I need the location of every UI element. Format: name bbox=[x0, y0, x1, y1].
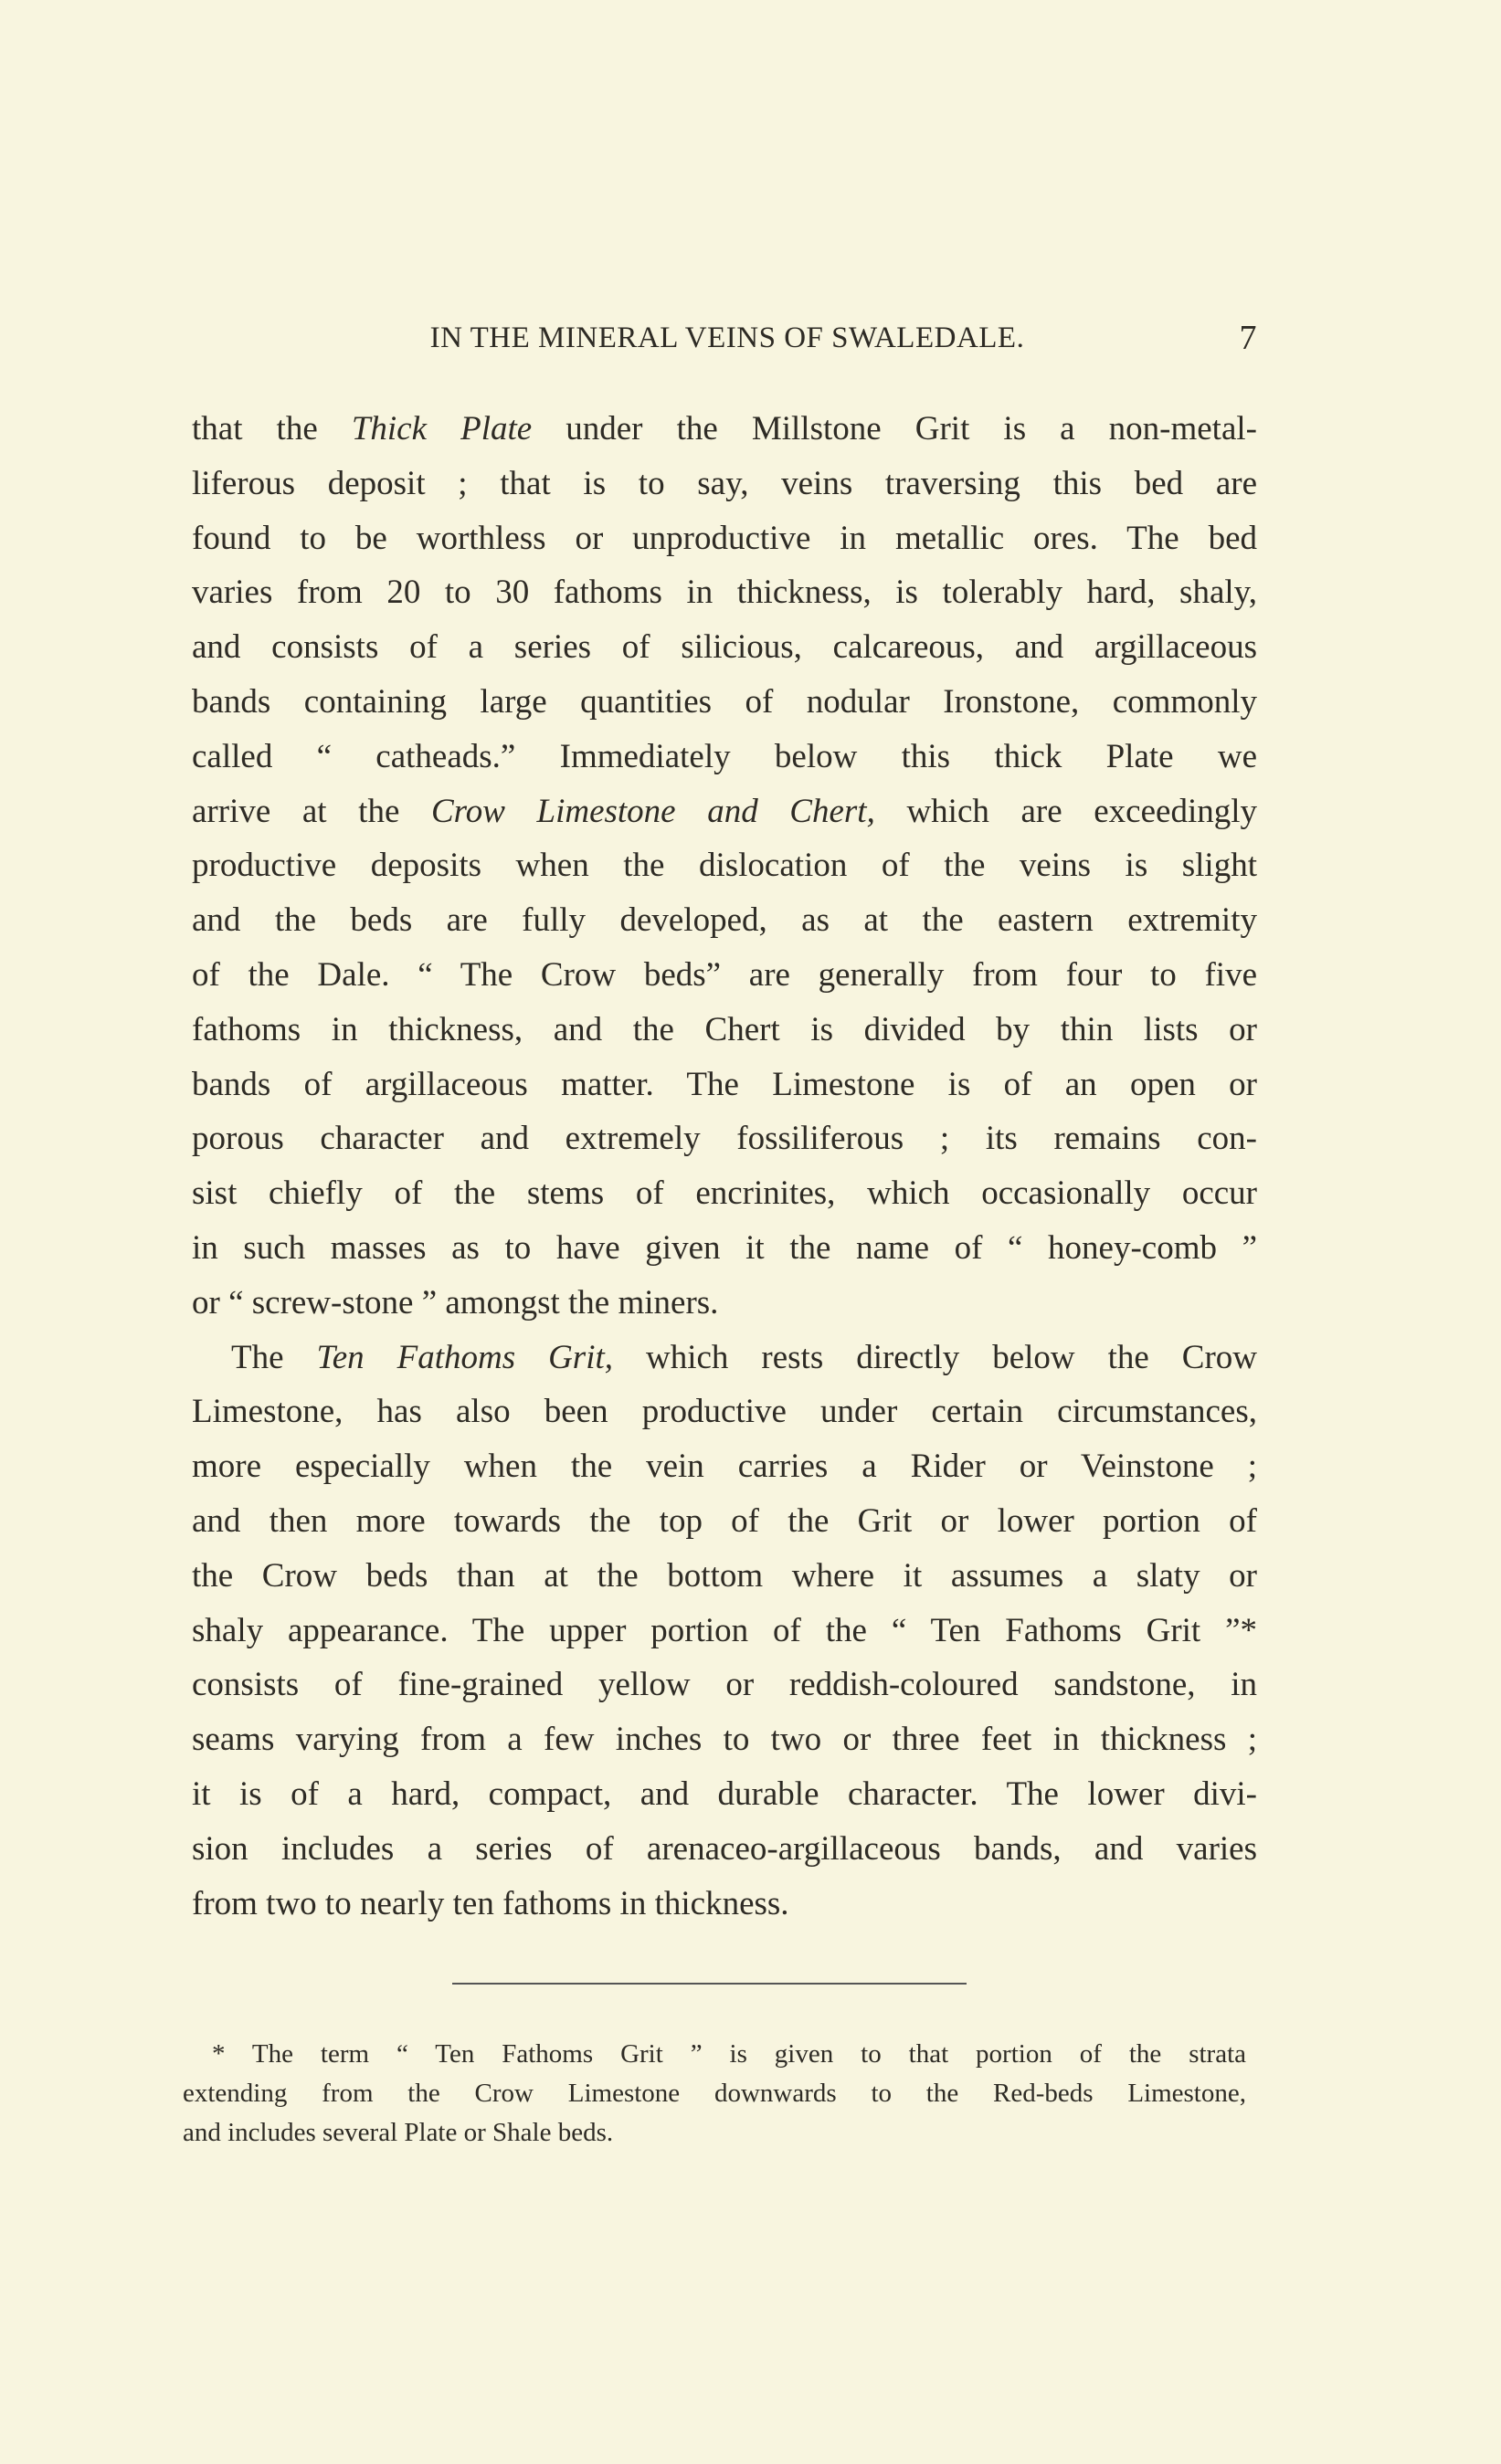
text-line bbox=[192, 1604, 1257, 1658]
text-segment: that the bbox=[192, 410, 352, 448]
text-segment: liferous deposit ; that is to say, veins traversing this bed are bbox=[192, 464, 1257, 502]
text-line bbox=[192, 1658, 1257, 1712]
italic-term: Crow Limestone and Chert, bbox=[431, 792, 875, 830]
text-segment: which rests directly below the Crow bbox=[613, 1338, 1257, 1376]
text-segment: productive deposits when the dislocation of the veins is slight bbox=[192, 847, 1257, 885]
text-segment: The bbox=[231, 1338, 317, 1376]
text-line bbox=[192, 1058, 1257, 1112]
text-line bbox=[192, 1003, 1257, 1058]
text-line bbox=[192, 402, 1257, 457]
text-segment: and consists of a series of silicious, calcareous, and argillaceous bbox=[192, 628, 1257, 667]
text-line bbox=[192, 1712, 1257, 1767]
text-segment: arrive at the bbox=[192, 792, 431, 830]
text-segment: bands containing large quantities of nodular Ironstone, commonly bbox=[192, 682, 1257, 721]
text-line bbox=[192, 1166, 1257, 1221]
text-segment: and then more towards the top of the Grit or lower portion of bbox=[192, 1501, 1257, 1540]
text-segment: called “ catheads.” Immediately below this thick Plate we bbox=[192, 737, 1257, 775]
text-segment: or “ screw-stone ” amongst the miners. bbox=[192, 1283, 719, 1322]
footnote-divider bbox=[452, 1983, 967, 1985]
text-line bbox=[192, 457, 1257, 511]
page-number: 7 bbox=[1239, 319, 1257, 357]
text-line bbox=[192, 1877, 1257, 1932]
text-segment: seams varying from a few inches to two or three feet in thickness ; bbox=[192, 1721, 1257, 1759]
text-segment: from two to nearly ten fathoms in thickness. bbox=[192, 1884, 789, 1922]
text-segment: fathoms in thickness, and the Chert is divided by thin lists or bbox=[192, 1010, 1257, 1048]
text-segment: shaly appearance. The upper portion of the “ Ten Fathoms Grit ”* bbox=[192, 1611, 1257, 1649]
footnote-line: extending from the Crow Limestone downwards to the Red-beds Limestone, bbox=[183, 2079, 1246, 2108]
text-segment: varies from 20 to 30 fathoms in thickness, is tolerably hard, shaly, bbox=[192, 574, 1257, 612]
text-segment: sist chiefly of the stems of encrinites, which occasionally occur bbox=[192, 1174, 1257, 1213]
footnote-line: * The term “ Ten Fathoms Grit ” is given to that portion of the strata bbox=[212, 2039, 1246, 2069]
text-line bbox=[192, 620, 1257, 675]
body-text bbox=[192, 402, 1257, 1931]
text-line bbox=[192, 948, 1257, 1003]
text-line bbox=[192, 730, 1257, 784]
text-segment: and the beds are fully developed, as at the eastern extremity bbox=[192, 901, 1257, 940]
italic-term: Thick Plate bbox=[351, 410, 533, 448]
text-line bbox=[192, 1111, 1257, 1166]
text-line bbox=[192, 1276, 1257, 1331]
running-header bbox=[192, 321, 1257, 367]
text-segment: found to be worthless or unproductive in metallic ores. The bed bbox=[192, 519, 1257, 557]
text-line bbox=[192, 1494, 1257, 1549]
text-line bbox=[192, 511, 1257, 566]
text-line bbox=[192, 1549, 1257, 1604]
footnote-line: and includes several Plate or Shale beds. bbox=[183, 2118, 614, 2147]
text-segment: Limestone, has also been productive under certain circumstances, bbox=[192, 1393, 1257, 1431]
text-line bbox=[192, 784, 1257, 839]
text-line bbox=[192, 1767, 1257, 1822]
footnote bbox=[183, 2035, 1246, 2153]
text-line bbox=[192, 1385, 1257, 1439]
text-segment: bands of argillaceous matter. The Limestone is of an open or bbox=[192, 1065, 1257, 1103]
text-segment: more especially when the vein carries a Rider or Veinstone ; bbox=[192, 1448, 1257, 1486]
text-line bbox=[192, 838, 1257, 893]
text-segment: in such masses as to have given it the name of “ honey-comb ” bbox=[192, 1228, 1257, 1267]
text-segment: sion includes a series of arenaceo-argillaceous bands, and varies bbox=[192, 1829, 1257, 1868]
text-line bbox=[192, 1331, 1257, 1385]
text-segment: the Crow beds than at the bottom where it assumes a slaty or bbox=[192, 1556, 1257, 1595]
text-line bbox=[192, 675, 1257, 730]
text-segment: which are exceedingly bbox=[874, 792, 1258, 830]
text-line bbox=[192, 893, 1257, 948]
text-segment: porous character and extremely fossiliferous ; its remains con- bbox=[192, 1120, 1257, 1158]
text-line bbox=[192, 1221, 1257, 1276]
italic-term: Ten Fathoms Grit, bbox=[316, 1338, 614, 1376]
text-segment: consists of fine-grained yellow or reddish-coloured sandstone, in bbox=[192, 1666, 1257, 1704]
text-segment: it is of a hard, compact, and durable character. The lower divi- bbox=[192, 1774, 1257, 1813]
text-segment: under the Millstone Grit is a non-metal- bbox=[532, 410, 1257, 448]
text-line bbox=[192, 1439, 1257, 1494]
running-title: IN THE MINERAL VEINS OF SWALEDALE. bbox=[429, 321, 1025, 354]
text-line bbox=[192, 565, 1257, 620]
text-line bbox=[192, 1822, 1257, 1877]
text-segment: of the Dale. “ The Crow beds” are generally from four to five bbox=[192, 955, 1257, 994]
